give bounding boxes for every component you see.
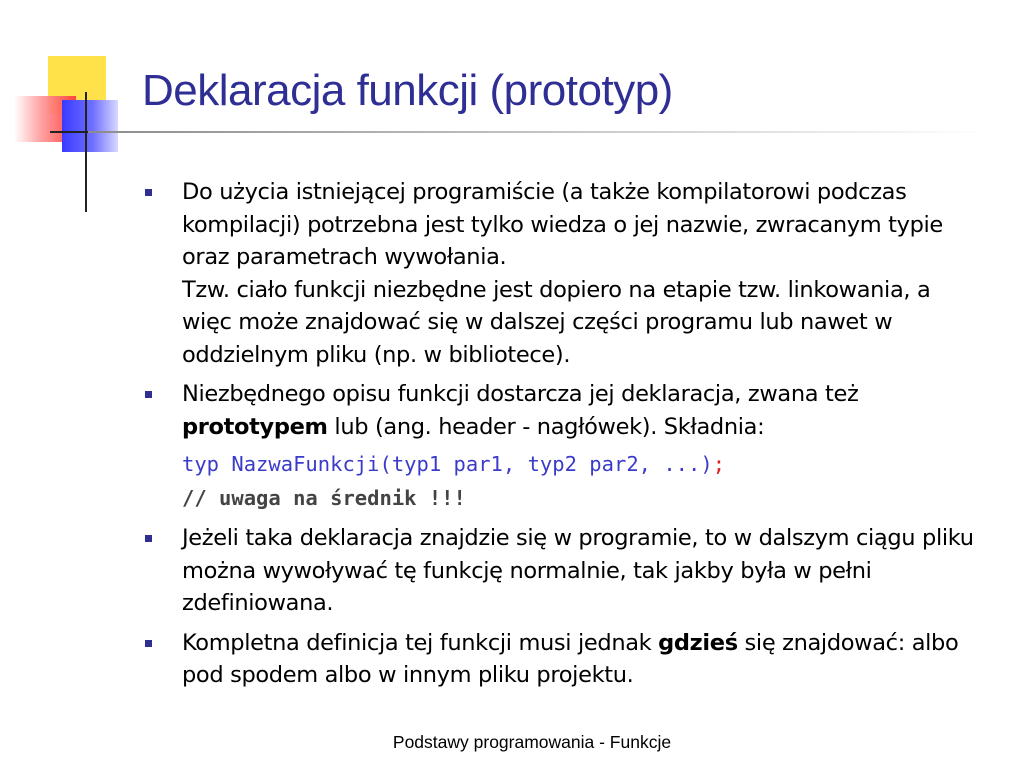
bullet-item-1: [140, 176, 980, 371]
title-decoration: [0, 0, 150, 220]
square-bullet-icon: [145, 391, 152, 398]
square-bullet-icon: [145, 189, 152, 196]
bullet-2-text-after: lub (ang. header - nagłówek). Składnia:: [327, 413, 765, 440]
bullet-item-2: [140, 378, 980, 515]
bullet-4-bold-term: gdzieś: [658, 629, 738, 656]
bullet-text: [182, 378, 980, 443]
square-bullet-icon: [145, 535, 152, 542]
slide-footer: Podstawy programowania - Funkcje: [392, 732, 672, 752]
bullet-text: [182, 176, 980, 371]
syntax-code-block: [182, 447, 980, 515]
bullet-list: [140, 176, 980, 699]
code-prototype: typ NazwaFunkcji(typ1 par1, typ2 par2, ...): [182, 452, 713, 476]
code-comment: // uwaga na średnik !!!: [182, 486, 466, 510]
bullet-1-line-2: Tzw. ciało funkcji niezbędne jest dopiero na etapie tzw. linkowania, a więc może znajdować się w dalszej części programu lub nawet w oddzielnym pliku (np. w bibliotece).: [182, 276, 931, 368]
bullet-4-text-after: się znajdować: albo pod spodem albo w innym pliku projektu.: [182, 629, 959, 688]
bullet-4-text-before: Kompletna definicja tej funkcji musi jednak: [182, 629, 659, 656]
code-semicolon: ;: [712, 452, 726, 476]
bullet-3-text: Jeżeli taka deklaracja znajdzie się w programie, to w dalszym ciągu pliku można wywoływać tę funkcję normalnie, tak jakby była w pełni zdefiniowana.: [182, 525, 974, 616]
bullet-item-4: [140, 627, 980, 692]
bullet-text: [182, 627, 980, 692]
bullet-1-line-1: Do użycia istniejącej programiście (a także kompilatorowi podczas kompilacji) potrzebna jest tylko wiedza o jej nazwie, zwracanym typie oraz parametrach wywołania.: [182, 179, 943, 270]
slide-title: Deklaracja funkcji (prototyp): [142, 66, 673, 115]
title-underline: [88, 131, 988, 133]
bullet-2-text-before: Niezbędnego opisu funkcji dostarcza jej deklaracja, zwana też: [182, 381, 859, 407]
bullet-2-bold-term: prototypem: [182, 413, 328, 440]
square-bullet-icon: [145, 640, 152, 647]
vertical-line-decoration: [85, 92, 87, 212]
blue-square-decoration: [62, 100, 118, 152]
bullet-item-3: [140, 522, 980, 620]
